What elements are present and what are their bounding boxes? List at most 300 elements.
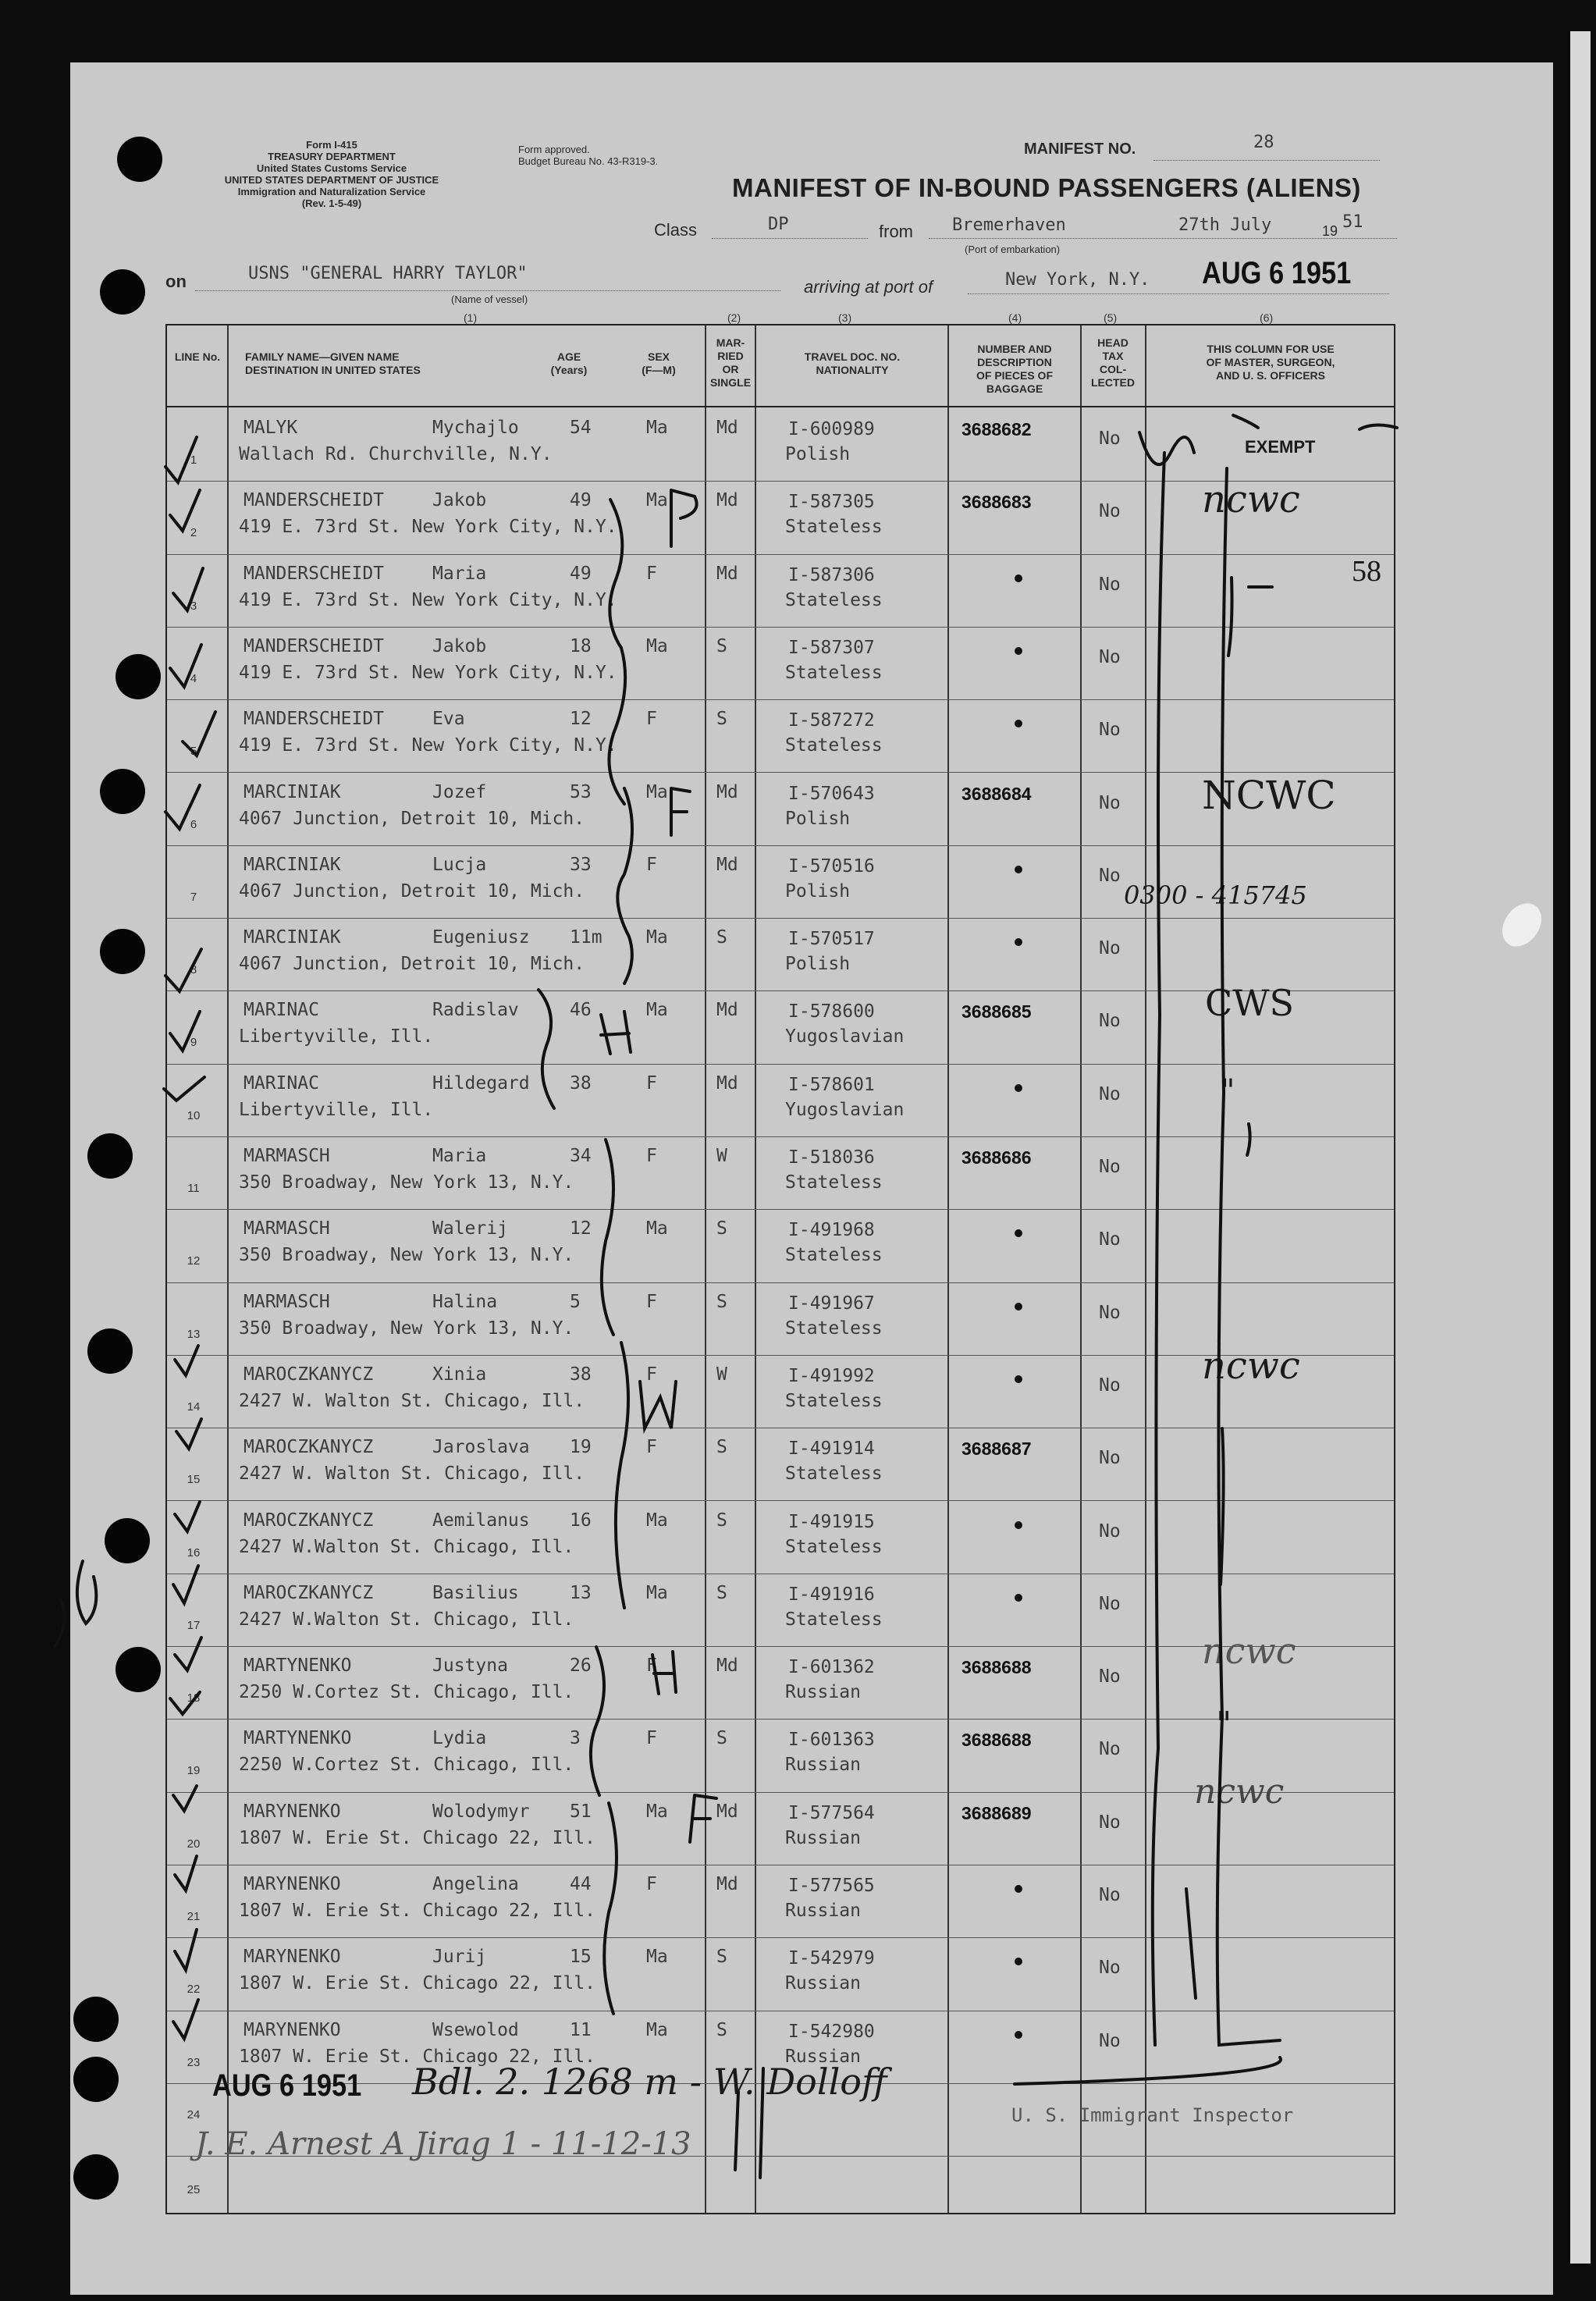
travel-document-number: I-570643 <box>788 783 875 804</box>
passenger-marital-status: Md <box>716 563 738 584</box>
col-header-headtax-4: LECTED <box>1091 376 1135 389</box>
travel-document-number: I-542980 <box>788 2021 875 2042</box>
form-dept-justice: UNITED STATES DEPARTMENT OF JUSTICE <box>224 174 439 186</box>
passenger-nationality: Stateless <box>785 1390 883 1411</box>
passenger-destination: 419 E. 73rd St. New York City, N.Y. <box>239 662 617 683</box>
exempt-note: EXEMPT <box>1245 437 1316 457</box>
passenger-destination: 4067 Junction, Detroit 10, Mich. <box>239 808 585 829</box>
arriving-label: arriving at port of <box>804 277 933 297</box>
passenger-marital-status: S <box>716 1582 727 1603</box>
head-tax-collected: No <box>1099 1520 1121 1542</box>
col-header-travel-1: TRAVEL DOC. NO. <box>804 350 901 363</box>
line-number: 7 <box>190 890 197 904</box>
passenger-marital-status: S <box>716 709 727 730</box>
passenger-destination: 1807 W. Erie St. Chicago 22, Ill. <box>239 1827 595 1848</box>
passenger-given-name: Wsewolod <box>432 2019 519 2040</box>
passenger-surname: MARMASCH <box>243 1291 330 1312</box>
line-number: 18 <box>187 1691 201 1705</box>
passenger-marital-status: S <box>716 1437 727 1458</box>
head-tax-collected: No <box>1099 1593 1121 1614</box>
passenger-marital-status: W <box>716 1364 727 1385</box>
passenger-nationality: Polish <box>785 808 851 829</box>
arrival-date-stamp: AUG 6 1951 <box>1202 256 1352 290</box>
col-num-6: (6) <box>1260 311 1274 324</box>
passenger-age: 19 <box>570 1437 592 1458</box>
passenger-nationality: Stateless <box>785 662 883 683</box>
passenger-age: 44 <box>570 1874 592 1894</box>
line-number-24: 24 <box>187 2108 201 2121</box>
passenger-sex: F <box>646 1291 657 1312</box>
travel-document-number: I-570517 <box>788 929 875 950</box>
line-number: 2 <box>190 526 197 540</box>
baggage-number: 3688683 <box>962 492 1032 513</box>
passenger-sex: Ma <box>646 1582 668 1603</box>
head-tax-collected: No <box>1099 1448 1121 1469</box>
manifest-no-label: MANIFEST NO. <box>1024 140 1136 158</box>
head-tax-collected: No <box>1099 1739 1121 1760</box>
passenger-age: 38 <box>570 1072 592 1094</box>
passenger-age: 5 <box>570 1291 581 1312</box>
col-header-headtax-3: COL- <box>1099 363 1127 375</box>
col-header-name-2: DESTINATION IN UNITED STATES <box>245 364 421 376</box>
line-number: 22 <box>187 1983 201 1997</box>
col-header-officers-2: OF MASTER, SURGEON, <box>1206 356 1335 368</box>
passenger-nationality: Polish <box>785 444 851 464</box>
col-header-sex-1: SEX <box>647 350 670 363</box>
passenger-marital-status: S <box>716 1510 727 1531</box>
passenger-nationality: Stateless <box>785 735 883 756</box>
passenger-surname: MARCINIAK <box>243 927 341 948</box>
passenger-given-name: Angelina <box>432 1874 519 1894</box>
travel-document-number: I-587305 <box>788 492 875 513</box>
passenger-destination: 2427 W. Walton St. Chicago, Ill. <box>239 1463 585 1485</box>
passenger-given-name: Maria <box>432 1146 487 1166</box>
passenger-nationality: Stateless <box>785 1318 883 1339</box>
passenger-marital-status: S <box>716 1947 727 1968</box>
passenger-age: 3 <box>570 1728 581 1749</box>
col-header-sex-2: (F—M) <box>642 364 676 376</box>
passenger-given-name: Jakob <box>432 490 487 511</box>
line-number: 6 <box>190 817 197 831</box>
head-tax-collected: No <box>1099 1302 1121 1323</box>
col-header-married-3: OR <box>722 363 739 375</box>
passenger-sex: F <box>646 1874 657 1894</box>
passenger-marital-status: Md <box>716 1801 738 1822</box>
passenger-destination: 1807 W. Erie St. Chicago 22, Ill. <box>239 2046 595 2067</box>
passenger-nationality: Yugoslavian <box>785 1026 905 1047</box>
head-tax-collected: No <box>1099 1157 1121 1177</box>
line-number: 14 <box>187 1399 201 1414</box>
line-number: 21 <box>187 1910 201 1923</box>
passenger-nationality: Stateless <box>785 1172 883 1193</box>
baggage-number: 3688685 <box>962 1001 1032 1022</box>
passenger-sex: Ma <box>646 1801 668 1822</box>
passenger-given-name: Justyna <box>432 1656 508 1677</box>
passenger-nationality: Stateless <box>785 1463 883 1485</box>
passenger-given-name: Hildegard <box>432 1072 530 1094</box>
line-number: 20 <box>187 1837 201 1851</box>
passenger-given-name: Eva <box>432 709 465 730</box>
passenger-sex: F <box>646 854 657 875</box>
embarkation-date: 27th July <box>1178 215 1272 235</box>
passenger-nationality: Stateless <box>785 1609 883 1630</box>
passenger-destination: 350 Broadway, New York 13, N.Y. <box>239 1172 574 1193</box>
travel-document-number: I-491967 <box>788 1293 875 1314</box>
passenger-destination: Libertyville, Ill. <box>239 1099 434 1120</box>
travel-document-number: I-601363 <box>788 1730 875 1751</box>
passenger-surname: MARCINIAK <box>243 781 341 802</box>
passenger-nationality: Russian <box>785 1973 861 1994</box>
col-header-baggage-2: OF PIECES OF <box>976 369 1053 382</box>
head-tax-collected: No <box>1099 429 1121 449</box>
passenger-sex: F <box>646 1364 657 1385</box>
passenger-age: 16 <box>570 1510 592 1531</box>
passenger-surname: MARTYNENKO <box>243 1656 352 1677</box>
line-number: 16 <box>187 1545 201 1559</box>
col-num-2: (2) <box>727 311 741 324</box>
travel-document-number: I-491916 <box>788 1584 875 1605</box>
col-header-married-4: SINGLE <box>709 376 752 389</box>
passenger-surname: MARMASCH <box>243 1218 330 1239</box>
passenger-given-name: Halina <box>432 1291 498 1312</box>
passenger-given-name: Walerij <box>432 1218 508 1239</box>
inspection-date-stamp: AUG 6 1951 <box>212 2068 362 2103</box>
head-tax-collected: No <box>1099 501 1121 522</box>
col-header-officers-1: THIS COLUMN FOR USE <box>1207 343 1335 355</box>
passenger-sex: F <box>646 1072 657 1094</box>
baggage-number: 3688688 <box>962 1657 1032 1678</box>
on-label: on <box>165 272 187 291</box>
passenger-surname: MAROCZKANYCZ <box>243 1582 374 1603</box>
handwriting-row6: NCWC <box>1202 773 1336 818</box>
passenger-sex: F <box>646 1146 657 1166</box>
passenger-nationality: Russian <box>785 1901 861 1921</box>
head-tax-collected: No <box>1099 1885 1121 1905</box>
form-revision: (Rev. 1-5-49) <box>301 197 362 209</box>
travel-document-number: I-587306 <box>788 564 875 585</box>
passenger-surname: MARCINIAK <box>243 854 341 875</box>
travel-document-number: I-491968 <box>788 1220 875 1241</box>
col-num-4: (4) <box>1008 311 1022 324</box>
form-ins: Immigration and Naturalization Service <box>237 186 426 197</box>
passenger-marital-status: W <box>716 1146 727 1166</box>
passenger-surname: MANDERSCHEIDT <box>243 563 385 584</box>
passenger-marital-status: Md <box>716 1656 738 1677</box>
passenger-nationality: Polish <box>785 880 851 902</box>
handwriting-row10: " <box>1221 1073 1235 1109</box>
baggage-number: 3688684 <box>962 783 1032 804</box>
head-tax-collected: No <box>1099 792 1121 813</box>
passenger-sex: Ma <box>646 635 668 656</box>
line-number: 5 <box>190 745 197 759</box>
head-tax-collected: No <box>1099 720 1121 741</box>
line-number: 3 <box>190 599 197 613</box>
passenger-surname: MAROCZKANYCZ <box>243 1510 374 1531</box>
from-label: from <box>879 222 913 241</box>
passenger-given-name: Mychajlo <box>432 418 519 438</box>
passenger-surname: MANDERSCHEIDT <box>243 709 385 730</box>
passenger-surname: MANDERSCHEIDT <box>243 490 385 511</box>
passenger-sex: F <box>646 709 657 730</box>
second-signature: J. E. Arnest A Jirag 1 - 11-12-13 <box>195 2126 691 2162</box>
col-header-baggage-3: BAGGAGE <box>986 382 1043 395</box>
passenger-sex: F <box>646 1437 657 1458</box>
year-prefix: 19 <box>1322 223 1338 239</box>
passenger-nationality: Stateless <box>785 589 883 610</box>
passenger-surname: MARYNENKO <box>243 1947 341 1968</box>
baggage-number: 3688687 <box>962 1439 1032 1460</box>
head-tax-collected: No <box>1099 1011 1121 1032</box>
passenger-nationality: Polish <box>785 954 851 975</box>
passenger-marital-status: Md <box>716 1000 738 1021</box>
passenger-age: 49 <box>570 490 592 511</box>
passenger-surname: MARINAC <box>243 1000 319 1021</box>
col-header-headtax-1: HEAD <box>1097 336 1129 349</box>
passenger-surname: MALYK <box>243 418 298 438</box>
line-number: 4 <box>190 671 197 685</box>
col-header-baggage-1: NUMBER AND DESCRIPTION <box>977 343 1052 368</box>
passenger-sex: Ma <box>646 1218 668 1239</box>
handwriting-row2: ncwc <box>1202 478 1300 521</box>
vessel-caption: (Name of vessel) <box>451 293 528 305</box>
passenger-age: 11m <box>570 927 602 948</box>
year-value: 51 <box>1342 212 1363 232</box>
passenger-surname: MARYNENKO <box>243 2019 341 2040</box>
passenger-sex: Ma <box>646 418 668 438</box>
passenger-given-name: Maria <box>432 563 487 584</box>
passenger-surname: MARYNENKO <box>243 1801 341 1822</box>
head-tax-collected: No <box>1099 1375 1121 1396</box>
passenger-age: 33 <box>570 854 592 875</box>
passenger-age: 11 <box>570 2019 592 2040</box>
passenger-given-name: Jaroslava <box>432 1437 530 1458</box>
travel-document-number: I-570516 <box>788 855 875 877</box>
col-header-married-2: RIED <box>717 350 744 362</box>
passenger-surname: MARTYNENKO <box>243 1728 352 1749</box>
travel-document-number: I-577565 <box>788 1876 875 1896</box>
passenger-age: 12 <box>570 1218 592 1239</box>
passenger-sex: Ma <box>646 2019 668 2040</box>
passenger-given-name: Aemilanus <box>432 1510 530 1531</box>
head-tax-collected: No <box>1099 1229 1121 1250</box>
passenger-destination: 2250 W.Cortez St. Chicago, Ill. <box>239 1682 574 1703</box>
passenger-nationality: Russian <box>785 1755 861 1776</box>
passenger-sex: Ma <box>646 1510 668 1531</box>
passenger-destination: 350 Broadway, New York 13, N.Y. <box>239 1318 574 1339</box>
passenger-age: 38 <box>570 1364 592 1385</box>
passenger-surname: MAROCZKANYCZ <box>243 1437 374 1458</box>
passenger-given-name: Jakob <box>432 635 487 656</box>
passenger-marital-status: Md <box>716 781 738 802</box>
passenger-surname: MARINAC <box>243 1072 319 1094</box>
passenger-nationality: Russian <box>785 2046 861 2067</box>
manifest-no: 28 <box>1253 133 1274 152</box>
passenger-destination: 1807 W. Erie St. Chicago 22, Ill. <box>239 1973 595 1994</box>
passenger-marital-status: Md <box>716 854 738 875</box>
passenger-surname: MARMASCH <box>243 1146 330 1166</box>
form-dept: TREASURY DEPARTMENT <box>268 151 396 162</box>
col-num-5: (5) <box>1104 311 1118 324</box>
passenger-age: 51 <box>570 1801 592 1822</box>
col-header-age-2: (Years) <box>550 364 588 376</box>
passenger-destination: 350 Broadway, New York 13, N.Y. <box>239 1245 574 1266</box>
passenger-sex: Ma <box>646 781 668 802</box>
travel-document-number: I-491915 <box>788 1511 875 1532</box>
travel-document-number: I-518036 <box>788 1147 875 1168</box>
col-header-name-1: FAMILY NAME—GIVEN NAME <box>245 350 400 363</box>
passenger-age: 12 <box>570 709 592 730</box>
travel-document-number: I-587307 <box>788 637 875 658</box>
passenger-destination: 419 E. 73rd St. New York City, N.Y. <box>239 589 617 610</box>
line-number: 23 <box>187 2055 201 2069</box>
passenger-given-name: Lucja <box>432 854 487 875</box>
passenger-given-name: Xinia <box>432 1364 487 1385</box>
form-service: United States Customs Service <box>256 162 407 174</box>
passenger-marital-status: Md <box>716 1072 738 1094</box>
col-num-3: (3) <box>838 311 852 324</box>
handwriting-row9: CWS <box>1205 982 1294 1024</box>
passenger-given-name: Basilius <box>432 1582 519 1603</box>
passenger-sex: Ma <box>646 927 668 948</box>
baggage-number: 3688686 <box>962 1147 1032 1168</box>
passenger-sex: Ma <box>646 1000 668 1021</box>
passenger-given-name: Jozef <box>432 781 487 802</box>
passenger-given-name: Jurij <box>432 1947 487 1968</box>
travel-document-number: I-578600 <box>788 1001 875 1022</box>
passenger-age: 15 <box>570 1947 592 1968</box>
passenger-sex: Ma <box>646 1947 668 1968</box>
head-tax-collected: No <box>1099 1083 1121 1104</box>
passenger-destination: 4067 Junction, Detroit 10, Mich. <box>239 880 585 902</box>
head-tax-collected: No <box>1099 646 1121 667</box>
line-number: 8 <box>190 963 197 977</box>
passenger-age: 53 <box>570 781 592 802</box>
passenger-age: 54 <box>570 418 592 438</box>
passenger-given-name: Radislav <box>432 1000 519 1021</box>
vessel-name: USNS "GENERAL HARRY TAYLOR" <box>248 264 528 283</box>
passenger-marital-status: S <box>716 1728 727 1749</box>
passenger-destination: 2427 W.Walton St. Chicago, Ill. <box>239 1609 574 1630</box>
passenger-age: 13 <box>570 1582 592 1603</box>
passenger-surname: MARYNENKO <box>243 1874 341 1894</box>
travel-document-number: I-601362 <box>788 1657 875 1678</box>
inspector-caption: U. S. Immigrant Inspector <box>1011 2104 1294 2126</box>
passenger-age: 18 <box>570 635 592 656</box>
travel-document-number: I-491992 <box>788 1365 875 1386</box>
passenger-marital-status: Md <box>716 418 738 438</box>
line-number-25: 25 <box>187 2183 201 2196</box>
head-tax-collected: No <box>1099 865 1121 886</box>
travel-document-number: I-600989 <box>788 419 875 439</box>
col-num-1: (1) <box>464 311 478 324</box>
passenger-marital-status: S <box>716 1291 727 1312</box>
passenger-surname: MANDERSCHEIDT <box>243 635 385 656</box>
passenger-nationality: Russian <box>785 1827 861 1848</box>
form-approved: Form approved. <box>518 144 590 155</box>
col-header-travel-2: NATIONALITY <box>816 364 889 376</box>
travel-document-number: I-577564 <box>788 1802 875 1823</box>
passenger-age: 34 <box>570 1146 592 1166</box>
line-number: 15 <box>187 1473 201 1487</box>
passenger-marital-status: S <box>716 927 727 948</box>
passenger-nationality: Russian <box>785 1682 861 1703</box>
passenger-marital-status: S <box>716 635 727 656</box>
travel-document-number: I-491914 <box>788 1439 875 1460</box>
line-number: 17 <box>187 1618 201 1632</box>
baggage-number: 3688682 <box>962 419 1032 439</box>
passenger-surname: MAROCZKANYCZ <box>243 1364 374 1385</box>
passenger-destination: Wallach Rd. Churchville, N.Y. <box>239 444 553 464</box>
line-number: 12 <box>187 1254 201 1268</box>
passenger-sex: F <box>646 1728 657 1749</box>
line-number: 10 <box>187 1108 201 1122</box>
passenger-marital-status: Md <box>716 490 738 511</box>
col-header-officers-3: AND U. S. OFFICERS <box>1215 369 1325 382</box>
passenger-sex: Ma <box>646 490 668 511</box>
budget-number: Budget Bureau No. 43-R319-3. <box>518 155 659 167</box>
passenger-destination: 2427 W. Walton St. Chicago, Ill. <box>239 1390 585 1411</box>
passenger-destination: 2250 W.Cortez St. Chicago, Ill. <box>239 1755 574 1776</box>
head-tax-collected: No <box>1099 1958 1121 1979</box>
passenger-destination: 1807 W. Erie St. Chicago 22, Ill. <box>239 1901 595 1921</box>
passenger-sex: F <box>646 1656 657 1677</box>
class-value: DP <box>768 215 789 234</box>
col-header-headtax-2: TAX <box>1102 350 1124 362</box>
passenger-destination: 4067 Junction, Detroit 10, Mich. <box>239 954 585 975</box>
handwriting-row14: ncwc <box>1202 1344 1300 1388</box>
line-number: 13 <box>187 1327 201 1341</box>
col-header-married-1: MAR- <box>716 336 745 349</box>
baggage-number: 3688689 <box>962 1802 1032 1823</box>
baggage-number: 3688688 <box>962 1730 1032 1751</box>
passenger-marital-status: Md <box>716 1874 738 1894</box>
head-tax-collected: No <box>1099 938 1121 959</box>
page-title: MANIFEST OF IN-BOUND PASSENGERS (ALIENS) <box>732 173 1361 202</box>
passenger-given-name: Eugeniusz <box>432 927 530 948</box>
head-tax-collected: No <box>1099 1812 1121 1833</box>
handwriting-row19: " <box>1216 1705 1232 1744</box>
passenger-destination: 419 E. 73rd St. New York City, N.Y. <box>239 735 617 756</box>
embark-caption: (Port of embarkation) <box>965 244 1061 255</box>
line-number: 11 <box>187 1182 200 1195</box>
head-tax-collected: No <box>1099 1666 1121 1688</box>
travel-document-number: I-542979 <box>788 1948 875 1969</box>
margin-number: 58 <box>1352 555 1381 588</box>
passenger-age: 49 <box>570 563 592 584</box>
line-number: 9 <box>190 1036 197 1050</box>
passenger-age: 46 <box>570 1000 592 1021</box>
embarkation-port: Bremerhaven <box>952 215 1066 235</box>
arrival-port: New York, N.Y. <box>1005 270 1150 290</box>
passenger-destination: 2427 W.Walton St. Chicago, Ill. <box>239 1536 574 1557</box>
passenger-marital-status: S <box>716 2019 727 2040</box>
passenger-nationality: Stateless <box>785 517 883 538</box>
travel-document-number: I-587272 <box>788 710 875 731</box>
handwriting-row18: ncwc <box>1202 1630 1296 1672</box>
travel-document-number: I-578601 <box>788 1074 875 1095</box>
col-header-age-1: AGE <box>556 350 581 363</box>
passenger-nationality: Stateless <box>785 1536 883 1557</box>
passenger-age: 26 <box>570 1656 592 1677</box>
passenger-destination: 419 E. 73rd St. New York City, N.Y. <box>239 517 617 538</box>
passenger-nationality: Stateless <box>785 1245 883 1266</box>
passenger-nationality: Yugoslavian <box>785 1099 905 1120</box>
inspector-signature: Bdl. 2. 1268 m - W. Dolloff <box>412 2061 887 2103</box>
line-number: 1 <box>190 453 197 467</box>
head-tax-collected: No <box>1099 574 1121 595</box>
passenger-marital-status: S <box>716 1218 727 1239</box>
line-number: 19 <box>187 1764 201 1778</box>
